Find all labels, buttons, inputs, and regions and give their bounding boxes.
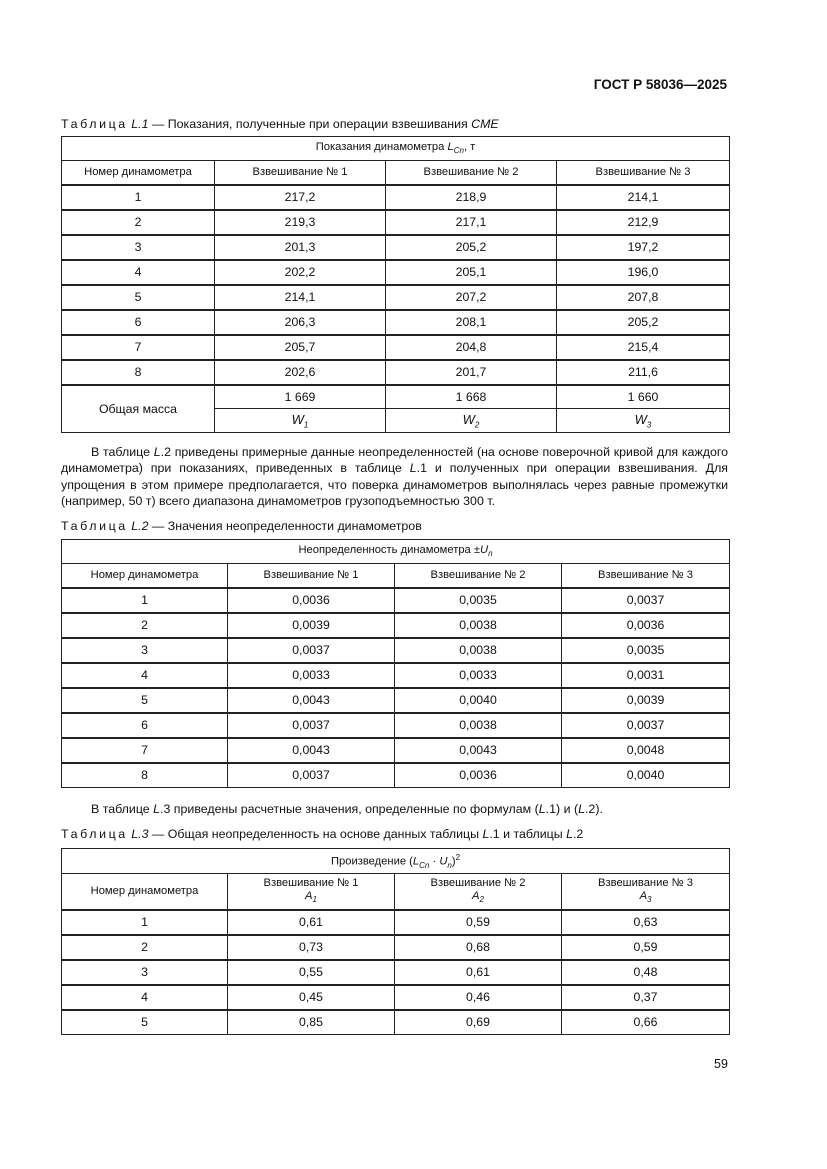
table1-totals-row: Общая масса 1 669 1 668 1 660 [62,385,730,409]
table-row: 1 0,61 0,59 0,63 [62,910,730,935]
column-header: Номер динамометра [62,161,215,185]
table1-group-header: Показания динамометра $L_{Cn}$, т [62,137,730,161]
column-header: Взвешивание № 3 [557,161,730,185]
table-row: 6 0,0037 0,0038 0,0037 [62,713,730,738]
table-row: 7 205,7 204,8 215,4 [62,335,730,360]
table1 [61,136,730,433]
table-row: 5 0,0043 0,0040 0,0039 [62,688,730,713]
column-header: Взвешивание № 1 [215,161,386,185]
table2 [61,539,730,788]
caption-italic: CME [471,117,499,131]
table3-column-headers [62,874,730,910]
table1-total-symbols-row: $W_1$ $W_2$ $W_3$ [62,409,730,433]
caption-text: — Показания, полученные при операции взвешивания [148,117,472,131]
table-row: 5 214,1 207,2 207,8 [62,285,730,310]
table1-column-headers [62,161,730,185]
table3-caption: Таблица L.3 — Общая неопределенность на основе данных таблицы L.1 и таблицы L.2 [61,827,584,841]
caption-ref: L.1 [131,117,149,131]
column-header: Взвешивание № 3 $A_3$ [562,874,730,910]
column-header: Номер динамометра [62,564,228,588]
page-number: 59 [714,1057,728,1071]
table-row: 4 202,2 205,1 196,0 [62,260,730,285]
table2-caption: Таблица L.2 — Значения неопределенности динамометров [61,519,422,533]
table-row: 5 0,85 0,69 0,66 [62,1010,730,1035]
table3-group-header: Произведение $(L_{Cn} \cdot U_n)^2$ [62,849,730,874]
table-row: 3 201,3 205,2 197,2 [62,235,730,260]
table-row: 7 0,0043 0,0043 0,0048 [62,738,730,763]
table3 [61,848,730,1035]
table-row: 3 0,55 0,61 0,48 [62,960,730,985]
paragraph-2: В таблице L.3 приведены расчетные значения, определенные по формулам (L.1) и (L.2). [91,802,603,816]
table-row: 6 206,3 208,1 205,2 [62,310,730,335]
table2-group-header: Неопределенность динамометра $\pm U_n$ [62,540,730,564]
table-row: 2 0,0039 0,0038 0,0036 [62,613,730,638]
column-header: Взвешивание № 2 $A_2$ [395,874,562,910]
column-header: Взвешивание № 3 [562,564,730,588]
column-header: Взвешивание № 1 [228,564,395,588]
table-row: 3 0,0037 0,0038 0,0035 [62,638,730,663]
table-row: 8 202,6 201,7 211,6 [62,360,730,385]
table-row: 1 217,2 218,9 214,1 [62,185,730,210]
table-row: 2 219,3 217,1 212,9 [62,210,730,235]
table-row: 8 0,0037 0,0036 0,0040 [62,763,730,788]
caption-word: Таблица [61,117,128,131]
table-row: 1 0,0036 0,0035 0,0037 [62,588,730,613]
standard-id: ГОСТ Р 58036—2025 [593,77,727,92]
total-label: Общая масса [62,385,215,433]
column-header: Взвешивание № 2 [395,564,562,588]
column-header: Взвешивание № 1 $A_1$ [228,874,395,910]
table-row: 4 0,0033 0,0033 0,0031 [62,663,730,688]
column-header: Номер динамометра [62,874,228,910]
table-row: 2 0,73 0,68 0,59 [62,935,730,960]
table1-caption [61,117,499,131]
table-row: 4 0,45 0,46 0,37 [62,985,730,1010]
column-header: Взвешивание № 2 [386,161,557,185]
table2-column-headers [62,564,730,588]
paragraph-1: В таблице L.2 приведены примерные данные неопределенностей (на основе поверочной кривой для каждого динамометра) при показаниях, приведенных в таблице L.1 и полученных при операции взвешивания. Для упрощения в этом примере предполагается, что поверка динамометров выполнялась через равные промежутки (например, 50 т) всего диапазона динамометров грузоподъемностью 300 т. [61,445,729,509]
